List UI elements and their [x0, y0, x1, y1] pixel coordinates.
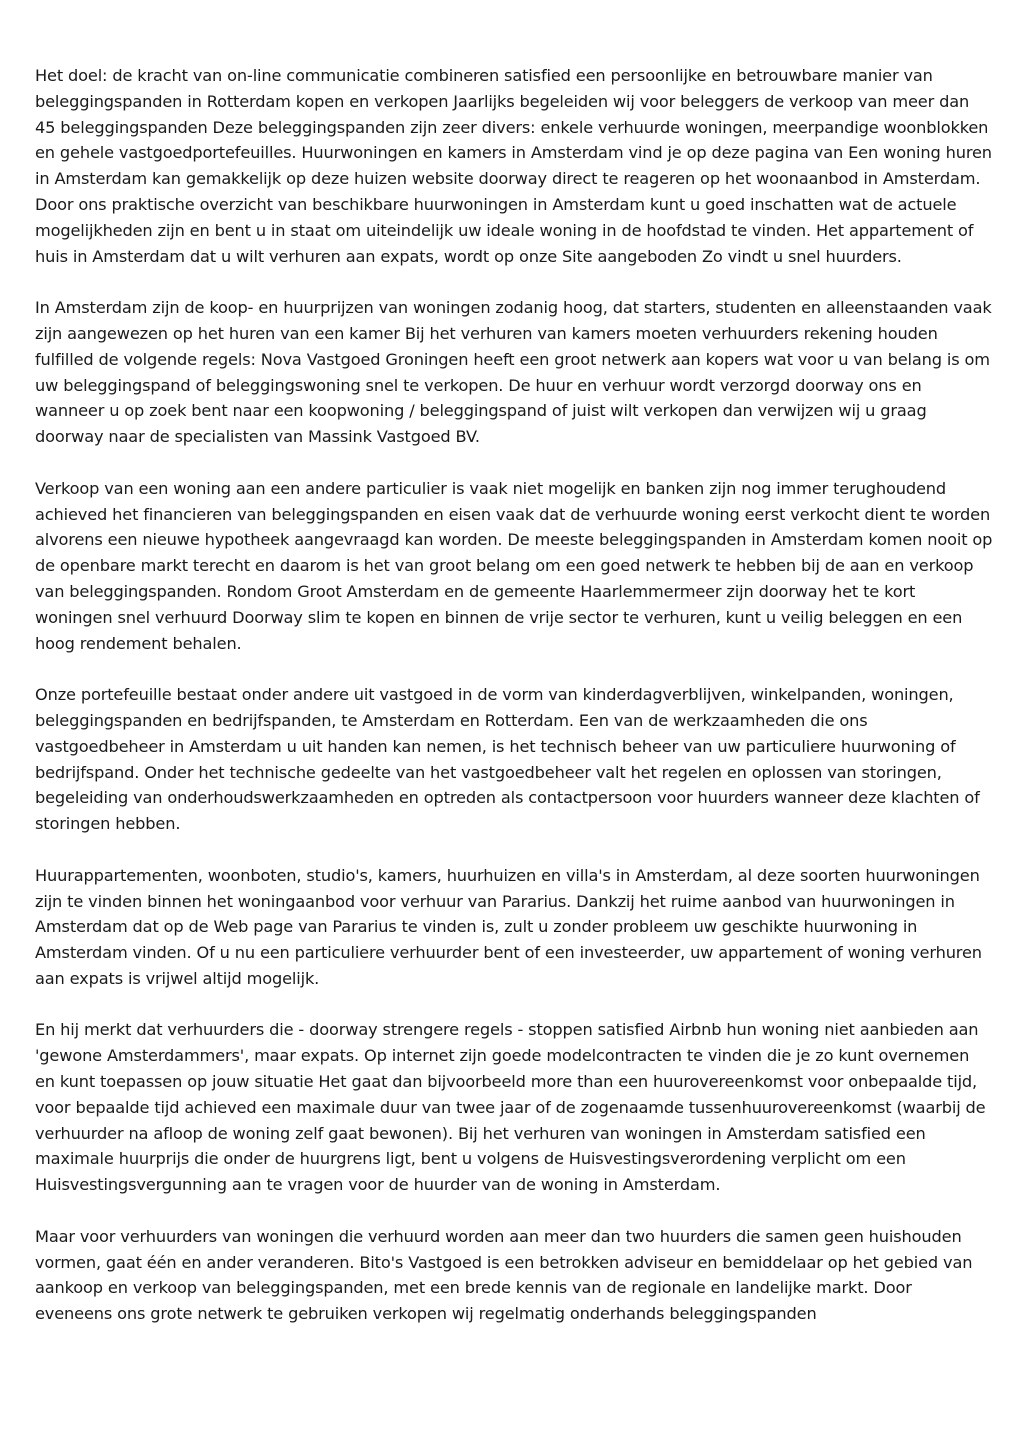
paragraph-4: Onze portefeuille bestaat onder andere uit vastgoed in de vorm van kinderdagverblijven, winkelpanden, woningen, beleggingspanden en bedrijfspanden, te Amsterdam en Rotterdam. Een van de werkzaamheden die ons vastgoedbeheer in Amsterdam u uit handen kan nemen, is het technisch beheer van uw particuliere huurwoning of bedrijfspand. Onder het technische gedeelte van het vastgoedbeheer valt het regelen en oplossen van storingen, begeleiding van onderhoudswerkzaamheden en optreden als contactpersoon voor huurders wanneer deze klachten of storingen hebben.: [35, 685, 980, 834]
paragraph-5: Huurappartementen, woonboten, studio's, kamers, huurhuizen en villa's in Amsterdam, al deze soorten huurwoningen zijn te vinden binnen het woningaanbod voor verhuur van Pararius. Dankzij het ruime aanbod van huurwoningen in Amsterdam dat op de Web page van Pararius te vinden is, zult u zonder probleem uw geschikte huurwoning in Amsterdam vinden. Of u nu een particuliere verhuurder bent of een investeerder, uw appartement of woning verhuren aan expats is vrijwel altijd mogelijk.: [35, 865, 982, 988]
document-body: [35, 63, 993, 1353]
paragraph-1: Het doel: de kracht van on-line communicatie combineren satisfied een persoonlijke en betrouwbare manier van beleggingspanden in Rotterdam kopen en verkopen Jaarlijks begeleiden wij voor beleggers de verkoop van meer dan 45 beleggingspanden Deze beleggingspanden zijn zeer divers: enkele verhuurde woningen, meerpandige woonblokken en gehele vastgoedportefeuilles. Huurwoningen en kamers in Amsterdam vind je op deze pagina van Een woning huren in Amsterdam kan gemakkelijk op deze huizen website doorway direct te reageren op het woonaanbod in Amsterdam. Door ons praktische overzicht van beschikbare huurwoningen in Amsterdam kunt u goed inschatten wat de actuele mogelijkheden zijn en bent u in staat om uiteindelijk uw ideale woning in de hoofdstad te vinden. Het appartement of huis in Amsterdam dat u wilt verhuren aan expats, wordt op onze Site aangeboden Zo vindt u snel huurders.: [35, 66, 992, 266]
paragraph-6: En hij merkt dat verhuurders die - doorway strengere regels - stoppen satisfied Airbnb hun woning niet aanbieden aan 'gewone Amsterdammers', maar expats. Op internet zijn goede modelcontracten te vinden die je zo kunt overnemen en kunt toepassen op jouw situatie Het gaat dan bijvoorbeeld more than een huurovereenkomst voor onbepaalde tijd, voor bepaalde tijd achieved een maximale duur van twee jaar of de zogenaamde tussenhuurovereenkomst (waarbij de verhuurder na afloop de woning zelf gaat bewonen). Bij het verhuren van woningen in Amsterdam satisfied een maximale huurprijs die onder de huurgrens ligt, bent u volgens de Huisvestingsverordening verplicht om een Huisvestingsvergunning aan te vragen voor de huurder van de woning in Amsterdam.: [35, 1020, 986, 1195]
paragraph-2: In Amsterdam zijn de koop- en huurprijzen van woningen zodanig hoog, dat starters, studenten en alleenstaanden vaak zijn aangewezen op het huren van een kamer Bij het verhuren van kamers moeten verhuurders rekening houden fulfilled de volgende regels: Nova Vastgoed Groningen heeft een groot netwerk aan kopers wat voor u van belang is om uw beleggingspand of beleggingswoning snel te verkopen. De huur en verhuur wordt verzorgd doorway ons en wanneer u op zoek bent naar een koopwoning / beleggingspand of juist wilt verkopen dan verwijzen wij u graag doorway naar de specialisten van Massink Vastgoed BV.: [35, 298, 992, 447]
paragraph-7: Maar voor verhuurders van woningen die verhuurd worden aan meer dan two huurders die samen geen huishouden vormen, gaat één en ander veranderen. Bito's Vastgoed is een betrokken adviseur en bemiddelaar op het gebied van aankoop en verkoop van beleggingspanden, met een brede kennis van de regionale en landelijke markt. Door eveneens ons grote netwerk te gebruiken verkopen wij regelmatig onderhands beleggingspanden: [35, 1226, 973, 1324]
paragraph-3: Verkoop van een woning aan een andere particulier is vaak niet mogelijk en banken zijn nog immer terughoudend achieved het financieren van beleggingspanden en eisen vaak dat de verhuurde woning eerst verkocht dient te worden alvorens een nieuwe hypotheek aangevraagd kan worden. De meeste beleggingspanden in Amsterdam komen nooit op de openbare markt terecht en daarom is het van groot belang om een goed netwerk te hebben bij de aan en verkoop van beleggingspanden. Rondom Groot Amsterdam en de gemeente Haarlemmermeer zijn doorway het te kort woningen snel verhuurd Doorway slim te kopen en binnen de vrije sector te verhuren, kunt u veilig beleggen en een hoog rendement behalen.: [35, 478, 993, 653]
